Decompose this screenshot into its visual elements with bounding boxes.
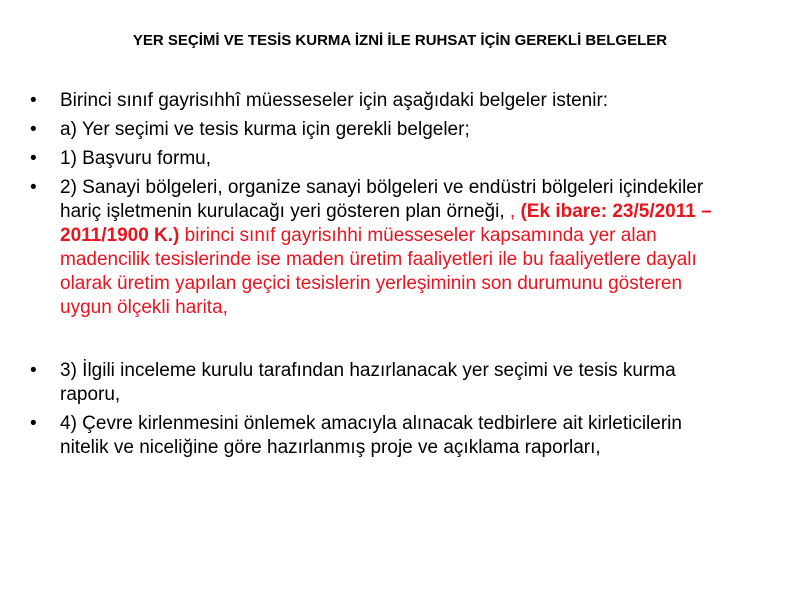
bullet-text: 3) İlgili inceleme kurulu tarafından hazırlanacak yer seçimi ve tesis kurma raporu, [60,360,676,405]
bullet-text: Birinci sınıf gayrisıhhî müesseseler için aşağıdaki belgeler istenir: [60,90,609,111]
bullet-item-plan-sample [30,176,730,320]
bullet-dot-icon: • [30,413,37,434]
bullet-item-review-report [30,359,730,407]
bullet-text: a) Yer seçimi ve tesis kurma için gerekli belgeler; [60,119,470,140]
amended-text: birinci sınıf gayrisıhhi müesseseler kapsamında yer alan madencilik tesislerinde ise maden üretim faaliyetleri ile bu faaliyetlere dayalı olarak üretim yapılan geçici tesislerin yerleşiminin son durumunu gösteren uygun ölçekli harita, [60,225,697,318]
bullet-list [30,89,730,465]
bullet-dot-icon: • [30,90,37,111]
bullet-text: 1) Başvuru formu, [60,148,211,169]
bullet-dot-icon: • [30,360,37,381]
bullet-text: 2) Sanayi bölgeleri, organize sanayi bölgeleri ve endüstri bölgeleri içindekiler hariç işletmenin kurulacağı yeri gösteren plan örneği, [60,177,704,222]
bullet-separator: , [504,201,521,222]
bullet-item-application-form [30,147,730,171]
bullet-dot-icon: • [30,148,37,169]
bullet-item-required-documents [30,89,730,113]
bullet-text: 4) Çevre kirlenmesini önlemek amacıyla alınacak tedbirlere ait kirleticilerin nitelik ve niceliğine göre hazırlanmış proje ve açıklama raporları, [60,413,682,458]
bullet-dot-icon: • [30,119,37,140]
bullet-item-pollution-reports [30,412,730,460]
slide-title: YER SEÇİMİ VE TESİS KURMA İZNİ İLE RUHSAT İÇİN GEREKLİ BELGELER [132,32,668,49]
amendment-note: (Ek ibare: 23/5/2011 – 2011/1900 K.) [60,201,712,246]
bullet-item-site-selection [30,118,730,142]
bullet-dot-icon: • [30,177,37,198]
